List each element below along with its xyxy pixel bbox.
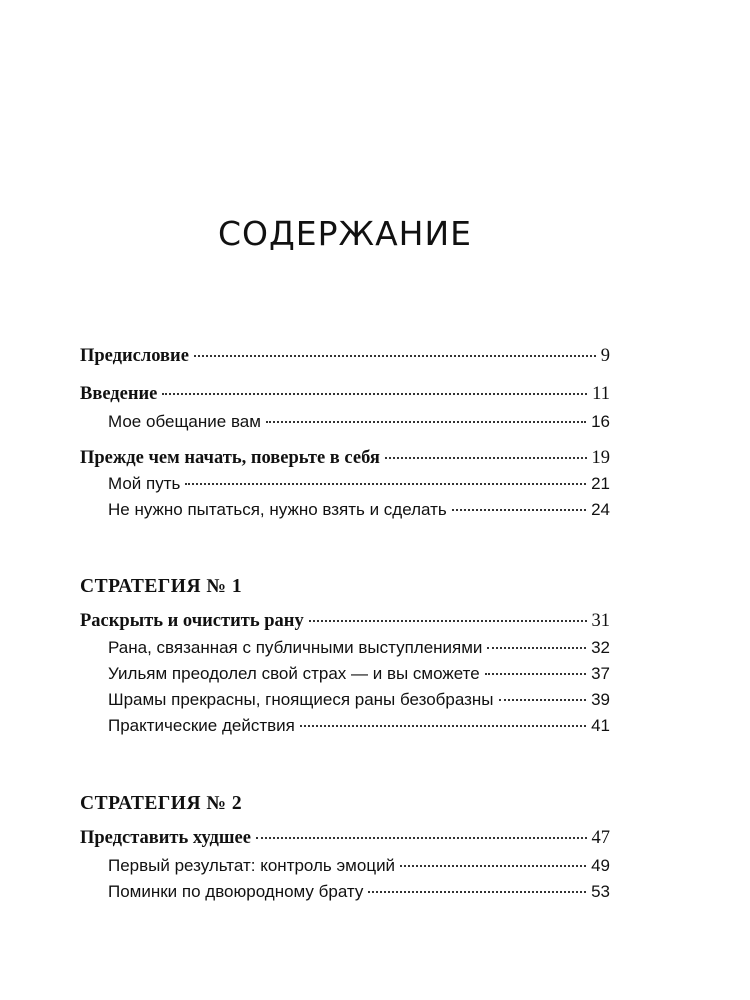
toc-entry-page: 16: [591, 412, 610, 431]
toc-entry-label: Рана, связанная с публичными выступлениями: [108, 638, 483, 657]
dot-leader: [487, 647, 586, 649]
toc-entry-introduction[interactable]: [80, 384, 610, 412]
toc-entry-page: 39: [591, 690, 610, 709]
toc-entry-label: Мой путь: [108, 474, 181, 493]
toc-entry-page: 41: [591, 716, 610, 735]
toc-entry-page: 19: [591, 448, 610, 468]
dot-leader: [368, 891, 586, 893]
toc-entry-label: Практические действия: [108, 716, 295, 735]
toc-entry-scars-beautiful[interactable]: [108, 690, 610, 718]
toc-entry-label: Уильям преодолел свой страх — и вы сможете: [108, 664, 480, 683]
toc-entry-page: 37: [591, 664, 610, 683]
strategy-1-heading: СТРАТЕГИЯ № 1: [80, 576, 243, 597]
toc-entry-public-speaking-wound[interactable]: [108, 638, 610, 666]
dot-leader: [309, 620, 587, 622]
toc-entry-page: 9: [600, 346, 610, 366]
toc-entry-label: Предисловие: [80, 346, 189, 366]
toc-entry-page: 21: [591, 474, 610, 493]
toc-entry-practical-actions[interactable]: [108, 716, 610, 744]
toc-entry-emotion-control[interactable]: [108, 856, 610, 884]
dot-leader: [185, 483, 586, 485]
toc-entry-page: 24: [591, 500, 610, 519]
toc-entry-label: Представить худшее: [80, 828, 251, 848]
toc-entry-my-promise[interactable]: [108, 412, 610, 440]
dot-leader: [452, 509, 586, 511]
toc-entry-page: 11: [592, 384, 610, 404]
toc-entry-page: 31: [591, 611, 610, 631]
dot-leader: [266, 421, 586, 423]
toc-entry-page: 32: [591, 638, 610, 657]
toc-entry-believe-in-yourself[interactable]: [80, 448, 610, 476]
toc-entry-open-wound[interactable]: [80, 611, 610, 639]
toc-entry-page: 47: [591, 828, 610, 848]
dot-leader: [194, 355, 596, 357]
toc-entry-page: 53: [591, 882, 610, 901]
toc-entry-my-path[interactable]: [108, 474, 610, 502]
dot-leader: [300, 725, 586, 727]
toc-entry-page: 49: [591, 856, 610, 875]
toc-entry-cousin-wake[interactable]: [108, 882, 610, 910]
toc-entry-preface[interactable]: [80, 346, 610, 374]
toc-entry-label: Прежде чем начать, поверьте в себя: [80, 448, 380, 468]
dot-leader: [162, 393, 587, 395]
toc-entry-label: Мое обещание вам: [108, 412, 261, 431]
strategy-2-heading: СТРАТЕГИЯ № 2: [80, 793, 243, 814]
toc-entry-label: Шрамы прекрасны, гноящиеся раны безобразны: [108, 690, 494, 709]
dot-leader: [385, 457, 587, 459]
dot-leader: [256, 837, 587, 839]
toc-entry-label: Первый результат: контроль эмоций: [108, 856, 396, 875]
toc-entry-just-do-it[interactable]: [108, 500, 610, 528]
dot-leader: [485, 673, 586, 675]
toc-entry-label: Введение: [80, 384, 158, 404]
toc-entry-label: Поминки по двоюродному брату: [108, 882, 364, 901]
toc-heading: СОДЕРЖАНИЕ: [217, 214, 473, 253]
toc-entry-label: Раскрыть и очистить рану: [80, 611, 304, 631]
toc-entry-label: Не нужно пытаться, нужно взять и сделать: [108, 500, 447, 519]
toc-entry-imagine-worst[interactable]: [80, 828, 610, 856]
dot-leader: [400, 865, 586, 867]
dot-leader: [499, 699, 587, 701]
toc-entry-william-overcame-fear[interactable]: [108, 664, 610, 692]
